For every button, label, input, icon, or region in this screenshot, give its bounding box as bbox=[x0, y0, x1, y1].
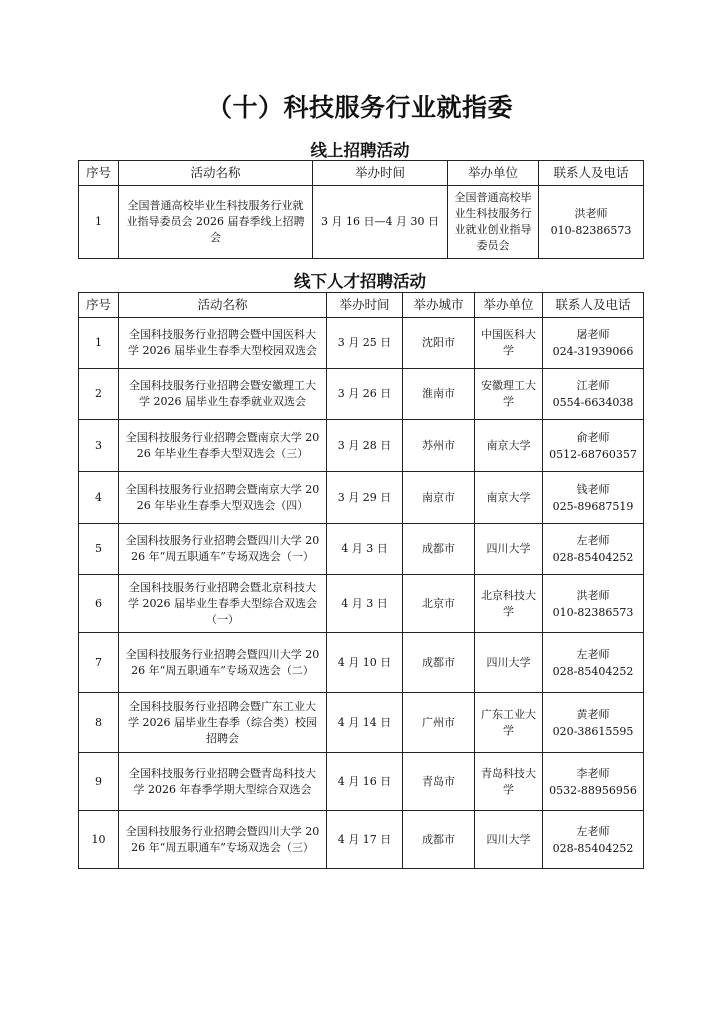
row-contact bbox=[543, 369, 644, 420]
contact-name: 俞老师 bbox=[576, 430, 610, 444]
contact-phone: 0512-68760357 bbox=[549, 447, 637, 461]
row-city: 苏州市 bbox=[403, 420, 475, 472]
row-organizer: 四川大学 bbox=[475, 811, 543, 869]
row-organizer: 四川大学 bbox=[475, 633, 543, 693]
contact-phone: 028-85404252 bbox=[552, 841, 634, 855]
row-no: 1 bbox=[79, 186, 119, 259]
row-organizer: 四川大学 bbox=[475, 524, 543, 575]
contact-name: 洪老师 bbox=[576, 588, 610, 602]
row-organizer: 南京大学 bbox=[475, 472, 543, 524]
row-date: 4 月 10 日 bbox=[327, 633, 403, 693]
row-no: 4 bbox=[79, 472, 119, 524]
row-city: 青岛市 bbox=[403, 753, 475, 811]
row-no: 5 bbox=[79, 524, 119, 575]
contact-name: 江老师 bbox=[576, 379, 610, 392]
header-date: 举办时间 bbox=[313, 161, 448, 186]
row-activity-name: 全国科技服务行业招聘会暨青岛科技大学 2026 年春季学期大型综合双选会 bbox=[119, 753, 327, 811]
contact-phone: 010-82386573 bbox=[550, 224, 632, 237]
table-row bbox=[79, 524, 644, 575]
row-organizer: 青岛科技大学 bbox=[475, 753, 543, 811]
row-organizer: 北京科技大学 bbox=[475, 575, 543, 633]
row-no: 3 bbox=[79, 420, 119, 472]
contact-name: 钱老师 bbox=[576, 482, 610, 496]
row-no: 10 bbox=[79, 811, 119, 869]
table-row bbox=[79, 318, 644, 369]
offline-recruitment-table bbox=[78, 292, 644, 869]
row-contact bbox=[543, 318, 644, 369]
header-contact: 联系人及电话 bbox=[539, 161, 644, 186]
row-date: 4 月 3 日 bbox=[327, 524, 403, 575]
row-date: 4 月 17 日 bbox=[327, 811, 403, 869]
row-no: 8 bbox=[79, 693, 119, 753]
header-no: 序号 bbox=[79, 161, 119, 186]
page-title: （十）科技服务行业就指委 bbox=[206, 93, 513, 122]
header-organizer: 举办单位 bbox=[475, 293, 543, 318]
row-date: 3 月 16 日—4 月 30 日 bbox=[313, 186, 448, 259]
contact-phone: 020-38615595 bbox=[552, 724, 634, 738]
table-row bbox=[79, 472, 644, 524]
row-city: 淮南市 bbox=[403, 369, 475, 420]
contact-phone: 025-89687519 bbox=[552, 499, 634, 513]
contact-name: 左老师 bbox=[576, 647, 610, 661]
row-city: 成都市 bbox=[403, 524, 475, 575]
table-row bbox=[79, 693, 644, 753]
row-date: 4 月 14 日 bbox=[327, 693, 403, 753]
row-activity-name: 全国科技服务行业招聘会暨四川大学 2026 年“周五职通车”专场双选会（三） bbox=[119, 811, 327, 869]
row-organizer: 安徽理工大学 bbox=[475, 369, 543, 420]
row-date: 3 月 26 日 bbox=[327, 369, 403, 420]
contact-phone: 028-85404252 bbox=[552, 664, 634, 678]
contact-phone: 028-85404252 bbox=[552, 551, 634, 564]
table-row bbox=[79, 420, 644, 472]
row-activity-name: 全国科技服务行业招聘会暨四川大学 2026 年“周五职通车”专场双选会（一） bbox=[119, 524, 327, 575]
row-city: 成都市 bbox=[403, 811, 475, 869]
table-row bbox=[79, 753, 644, 811]
row-activity-name: 全国科技服务行业招聘会暨四川大学 2026 年“周五职通车”专场双选会（二） bbox=[119, 633, 327, 693]
contact-phone: 0554-6634038 bbox=[552, 396, 634, 409]
row-city: 广州市 bbox=[403, 693, 475, 753]
row-activity-name: 全国科技服务行业招聘会暨安徽理工大学 2026 届毕业生春季就业双选会 bbox=[119, 369, 327, 420]
row-date: 3 月 29 日 bbox=[327, 472, 403, 524]
table-row bbox=[79, 369, 644, 420]
header-contact: 联系人及电话 bbox=[543, 293, 644, 318]
row-date: 4 月 3 日 bbox=[327, 575, 403, 633]
contact-phone: 024-31939066 bbox=[552, 345, 634, 358]
online-section-heading: 线上招聘活动 bbox=[310, 141, 410, 160]
row-date: 3 月 28 日 bbox=[327, 420, 403, 472]
row-contact bbox=[543, 811, 644, 869]
header-organizer: 举办单位 bbox=[448, 161, 539, 186]
offline-section-heading: 线下人才招聘活动 bbox=[294, 272, 426, 291]
row-no: 9 bbox=[79, 753, 119, 811]
row-contact bbox=[539, 186, 644, 259]
contact-name: 屠老师 bbox=[576, 328, 610, 341]
row-contact bbox=[543, 633, 644, 693]
row-contact bbox=[543, 420, 644, 472]
header-date: 举办时间 bbox=[327, 293, 403, 318]
row-activity-name: 全国科技服务行业招聘会暨南京大学 2026 年毕业生春季大型双选会（三） bbox=[119, 420, 327, 472]
row-date: 3 月 25 日 bbox=[327, 318, 403, 369]
row-activity-name: 全国科技服务行业招聘会暨广东工业大学 2026 届毕业生春季（综合类）校园招聘会 bbox=[119, 693, 327, 753]
table-row bbox=[79, 811, 644, 869]
contact-name: 李老师 bbox=[576, 766, 610, 780]
row-activity-name: 全国普通高校毕业生科技服务行业就业指导委员会 2026 届春季线上招聘会 bbox=[119, 186, 313, 259]
contact-name: 左老师 bbox=[576, 824, 610, 838]
online-recruitment-table bbox=[78, 160, 644, 259]
header-activity-name: 活动名称 bbox=[119, 161, 313, 186]
row-activity-name: 全国科技服务行业招聘会暨南京大学 2026 年毕业生春季大型双选会（四） bbox=[119, 472, 327, 524]
row-activity-name: 全国科技服务行业招聘会暨中国医科大学 2026 届毕业生春季大型校园双选会 bbox=[119, 318, 327, 369]
header-activity-name: 活动名称 bbox=[119, 293, 327, 318]
row-contact bbox=[543, 575, 644, 633]
row-organizer: 南京大学 bbox=[475, 420, 543, 472]
table-row bbox=[79, 186, 644, 259]
contact-phone: 0532-88956956 bbox=[549, 783, 637, 797]
row-organizer: 全国普通高校毕业生科技服务行业就业创业指导委员会 bbox=[448, 186, 539, 259]
contact-name: 左老师 bbox=[576, 534, 610, 547]
header-city: 举办城市 bbox=[403, 293, 475, 318]
row-city: 成都市 bbox=[403, 633, 475, 693]
row-date: 4 月 16 日 bbox=[327, 753, 403, 811]
table-row bbox=[79, 633, 644, 693]
contact-phone: 010-82386573 bbox=[552, 605, 634, 619]
row-organizer: 中国医科大学 bbox=[475, 318, 543, 369]
row-city: 南京市 bbox=[403, 472, 475, 524]
contact-name: 黄老师 bbox=[576, 707, 610, 721]
row-contact bbox=[543, 753, 644, 811]
row-contact bbox=[543, 524, 644, 575]
header-no: 序号 bbox=[79, 293, 119, 318]
row-no: 2 bbox=[79, 369, 119, 420]
contact-name: 洪老师 bbox=[574, 207, 608, 220]
row-organizer: 广东工业大学 bbox=[475, 693, 543, 753]
table-row bbox=[79, 575, 644, 633]
row-no: 7 bbox=[79, 633, 119, 693]
row-city: 沈阳市 bbox=[403, 318, 475, 369]
row-contact bbox=[543, 693, 644, 753]
table-header-row bbox=[79, 161, 644, 186]
row-city: 北京市 bbox=[403, 575, 475, 633]
row-activity-name: 全国科技服务行业招聘会暨北京科技大学 2026 届毕业生春季大型综合双选会（一） bbox=[119, 575, 327, 633]
table-header-row bbox=[79, 293, 644, 318]
row-no: 6 bbox=[79, 575, 119, 633]
row-no: 1 bbox=[79, 318, 119, 369]
row-contact bbox=[543, 472, 644, 524]
